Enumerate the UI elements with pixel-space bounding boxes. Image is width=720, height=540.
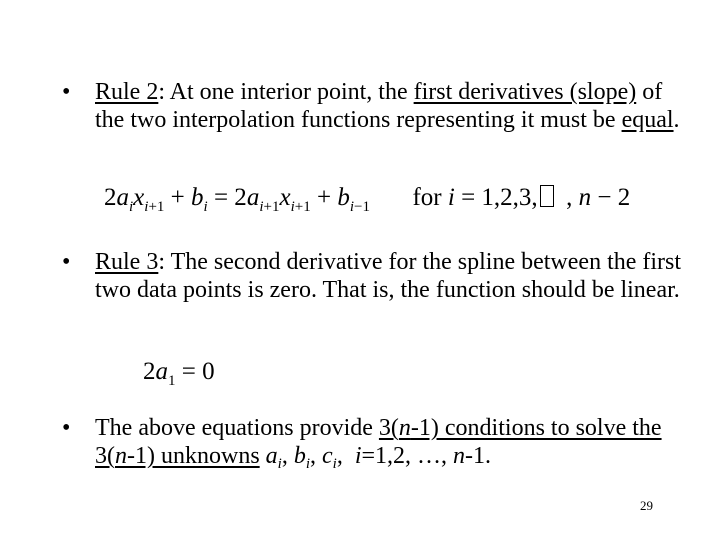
equation-rule-2-condition: for i = 1,2,3, , n − 2 — [412, 184, 631, 211]
bullet-rule-3 — [62, 248, 682, 304]
bullet-summary — [62, 414, 682, 478]
bullet-marker: • — [62, 79, 71, 105]
bullet-rule-2 — [62, 78, 682, 134]
rule-3-label: Rule 3 — [95, 249, 159, 275]
page-number: 29 — [640, 498, 653, 513]
bullet-marker: • — [62, 249, 71, 275]
equation-rule-2 — [104, 184, 630, 216]
summary-underlined-phrase: 3(n-1) conditions to solve the 3(n-1) unknowns — [95, 415, 662, 469]
rule-2-text: Rule 2: At one interior point, the first derivatives (slope) of the two interpolation functions representing it must be equal. — [95, 79, 680, 133]
summary-text: The above equations provide 3(n-1) conditions to solve the 3(n-1) unknowns $a_i$, $b_i$, $c_i$, i=1,2, …, n-1. — [95, 415, 662, 472]
equation-rule-3: $2a_1 = 0$ — [143, 358, 215, 389]
rule-2-underlined-equal: equal — [621, 107, 674, 133]
rule-2-label: Rule 2 — [95, 79, 159, 105]
bullet-marker: • — [62, 415, 71, 441]
rule-2-underlined-phrase: first derivatives (slope) — [413, 79, 637, 105]
equation-rule-2-lhs: $2a_ix_{i+1} + b_i = 2a_{i+1}x_{i+1} + b_{i-1}$ — [104, 184, 370, 215]
rule-3-text: Rule 3: The second derivative for the spline between the first two data points is zero. That is, the function should be linear. — [95, 249, 682, 303]
